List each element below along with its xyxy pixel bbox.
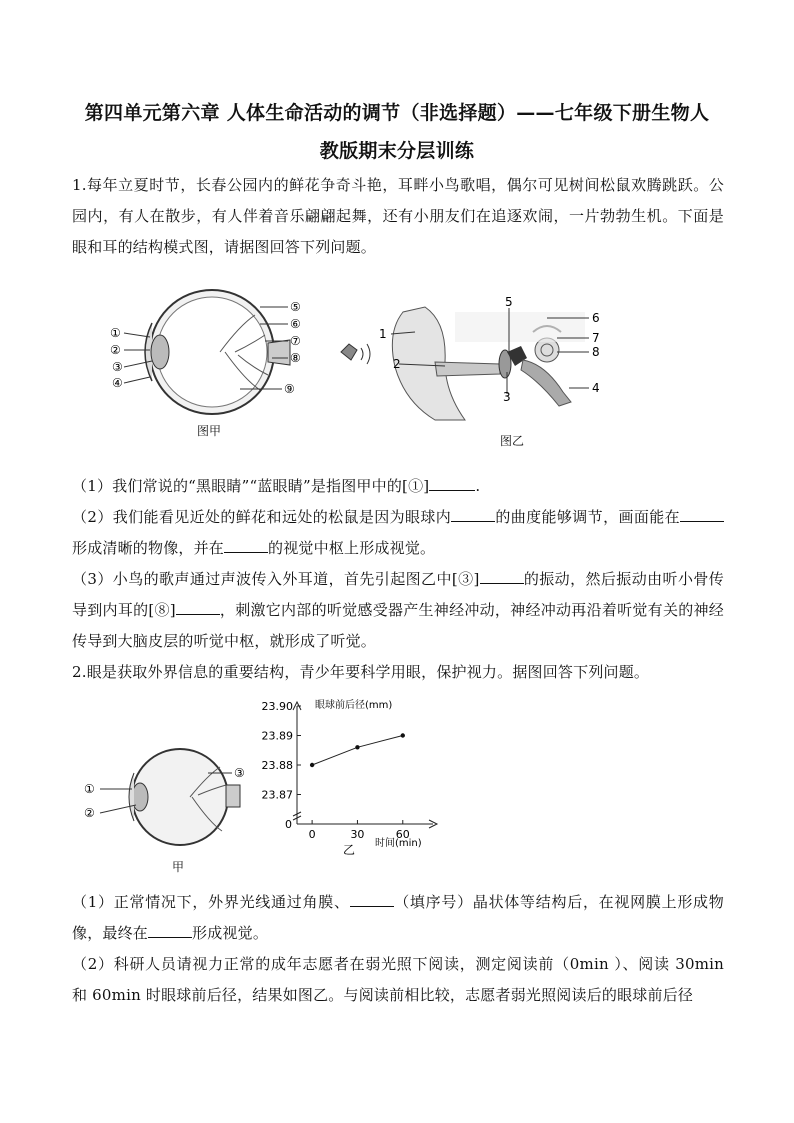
answer-blank[interactable] <box>224 538 268 553</box>
x-tick-label-1: 30 <box>350 828 365 841</box>
eye-illustration <box>129 749 240 845</box>
ear-label-3: 3 <box>503 390 511 404</box>
q2-eye-label-1: ① <box>84 782 95 796</box>
q1-fig-b-caption: 图乙 <box>500 434 525 448</box>
title-line-2: 教版期末分层训练 <box>319 140 475 162</box>
speaker-icon <box>341 344 370 364</box>
eye-label-9: ⑨ <box>284 382 295 396</box>
page-title <box>60 94 734 170</box>
x-tick-label-0: 0 <box>308 828 316 841</box>
ear-label-8: 8 <box>592 345 600 359</box>
answer-blank[interactable] <box>148 923 192 938</box>
y-tick-label-3: 23.87 <box>261 788 293 802</box>
ear-illustration <box>392 307 585 420</box>
ear-label-2: 2 <box>393 357 401 371</box>
data-point-1 <box>355 745 359 749</box>
answer-blank[interactable] <box>451 507 495 522</box>
ear-label-7: 7 <box>592 331 600 345</box>
y-tick-label-2: 23.88 <box>261 759 293 772</box>
x-tick-label-2: 60 <box>395 828 410 841</box>
ear-label-4: 4 <box>592 381 600 395</box>
q1-sub2: （2）我们能看见近处的鲜花和远处的松鼠是因为眼球内 的曲度能够调节，画面能在形成清晰的物像，并在 的视觉中枢上形成视觉。 <box>72 502 724 564</box>
eye-label-6: ⑥ <box>290 317 301 331</box>
answer-blank[interactable] <box>480 569 524 584</box>
ear-label-1: 1 <box>379 327 387 341</box>
answer-blank[interactable] <box>680 507 724 522</box>
chart-caption: 乙 <box>343 843 356 857</box>
q1-sub1: （1）我们常说的“黑眼睛”“蓝眼睛”是指图甲中的[①] . <box>72 477 481 495</box>
q1-sub3: （3）小鸟的歌声通过声波传入外耳道，首先引起图乙中[③] 的振动，然后振动由听小骨传导到内耳的[⑧] ，刺激它内部的听觉感受器产生神经冲动，神经冲动再沿着听觉有关的神经传导到大脑皮层的听觉中枢，就形成了听觉。 <box>72 570 724 650</box>
q1-eye-diagram <box>100 285 310 420</box>
eye-label-3: ③ <box>112 360 123 374</box>
q2-stem: 2.眼是获取外界信息的重要结构，青少年要科学用眼，保护视力。据图回答下列问题。 <box>72 663 650 681</box>
y-tick-label-1: 23.89 <box>261 729 293 743</box>
ear-label-5: 5 <box>505 295 513 309</box>
eyeball-length-chart <box>255 690 455 860</box>
q1-stem: 1.每年立夏时节，长春公园内的鲜花争奇斗艳，耳畔小鸟歌唱，偶尔可见树间松鼠欢腾跳跃。公园内，有人在散步，有人伴着音乐翩翩起舞，还有小朋友们在追逐欢闹，一片勃勃生机。下面是眼和耳的结构模式图，请据图回答下列问题。 <box>72 176 724 256</box>
eye-label-5: ⑤ <box>290 300 301 314</box>
eye-label-4: ④ <box>112 376 123 390</box>
q2-eye-diagram <box>80 745 255 855</box>
y-tick-label-0: 23.90 <box>261 700 293 713</box>
answer-blank[interactable] <box>429 476 475 491</box>
series-line <box>312 736 403 766</box>
q2-fig-a-caption: 甲 <box>172 860 185 874</box>
q1-fig-a-caption: 图甲 <box>197 424 222 438</box>
eye-label-8: ⑧ <box>290 351 301 365</box>
q2-eye-label-3: ③ <box>234 766 245 780</box>
answer-blank[interactable] <box>350 892 394 907</box>
data-point-0 <box>310 763 314 767</box>
q2-sub1: （1）正常情况下，外界光线通过角膜、 （填序号）晶状体等结构后，在视网膜上形成物像，最终在 形成视觉。 <box>72 893 724 942</box>
q1-ear-diagram <box>335 292 610 432</box>
eye-illustration <box>145 290 290 414</box>
chart-ylabel: 眼球前后径(mm) <box>315 700 393 711</box>
title-line-1: 第四单元第六章 人体生命活动的调节（非选择题）——七年级下册生物人 <box>84 102 710 124</box>
chart-xlabel: 时间(min) <box>375 838 422 849</box>
chart-axes <box>293 702 437 828</box>
eye-label-2: ② <box>110 343 121 357</box>
chart-marks <box>262 700 410 841</box>
data-point-2 <box>401 733 405 737</box>
eye-label-1: ① <box>110 326 121 340</box>
ear-label-6: 6 <box>592 311 600 325</box>
eye-label-7: ⑦ <box>290 334 301 348</box>
q2-eye-label-2: ② <box>84 806 95 820</box>
chart-origin-label: 0 <box>285 818 292 831</box>
q2-sub2: （2）科研人员请视力正常的成年志愿者在弱光照下阅读，测定阅读前（0min ）、阅读 30min 和 60min 时眼球前后径，结果如图乙。与阅读前相比较，志愿者弱光照阅读后的眼球前后径 <box>72 955 724 1004</box>
answer-blank[interactable] <box>176 600 220 615</box>
